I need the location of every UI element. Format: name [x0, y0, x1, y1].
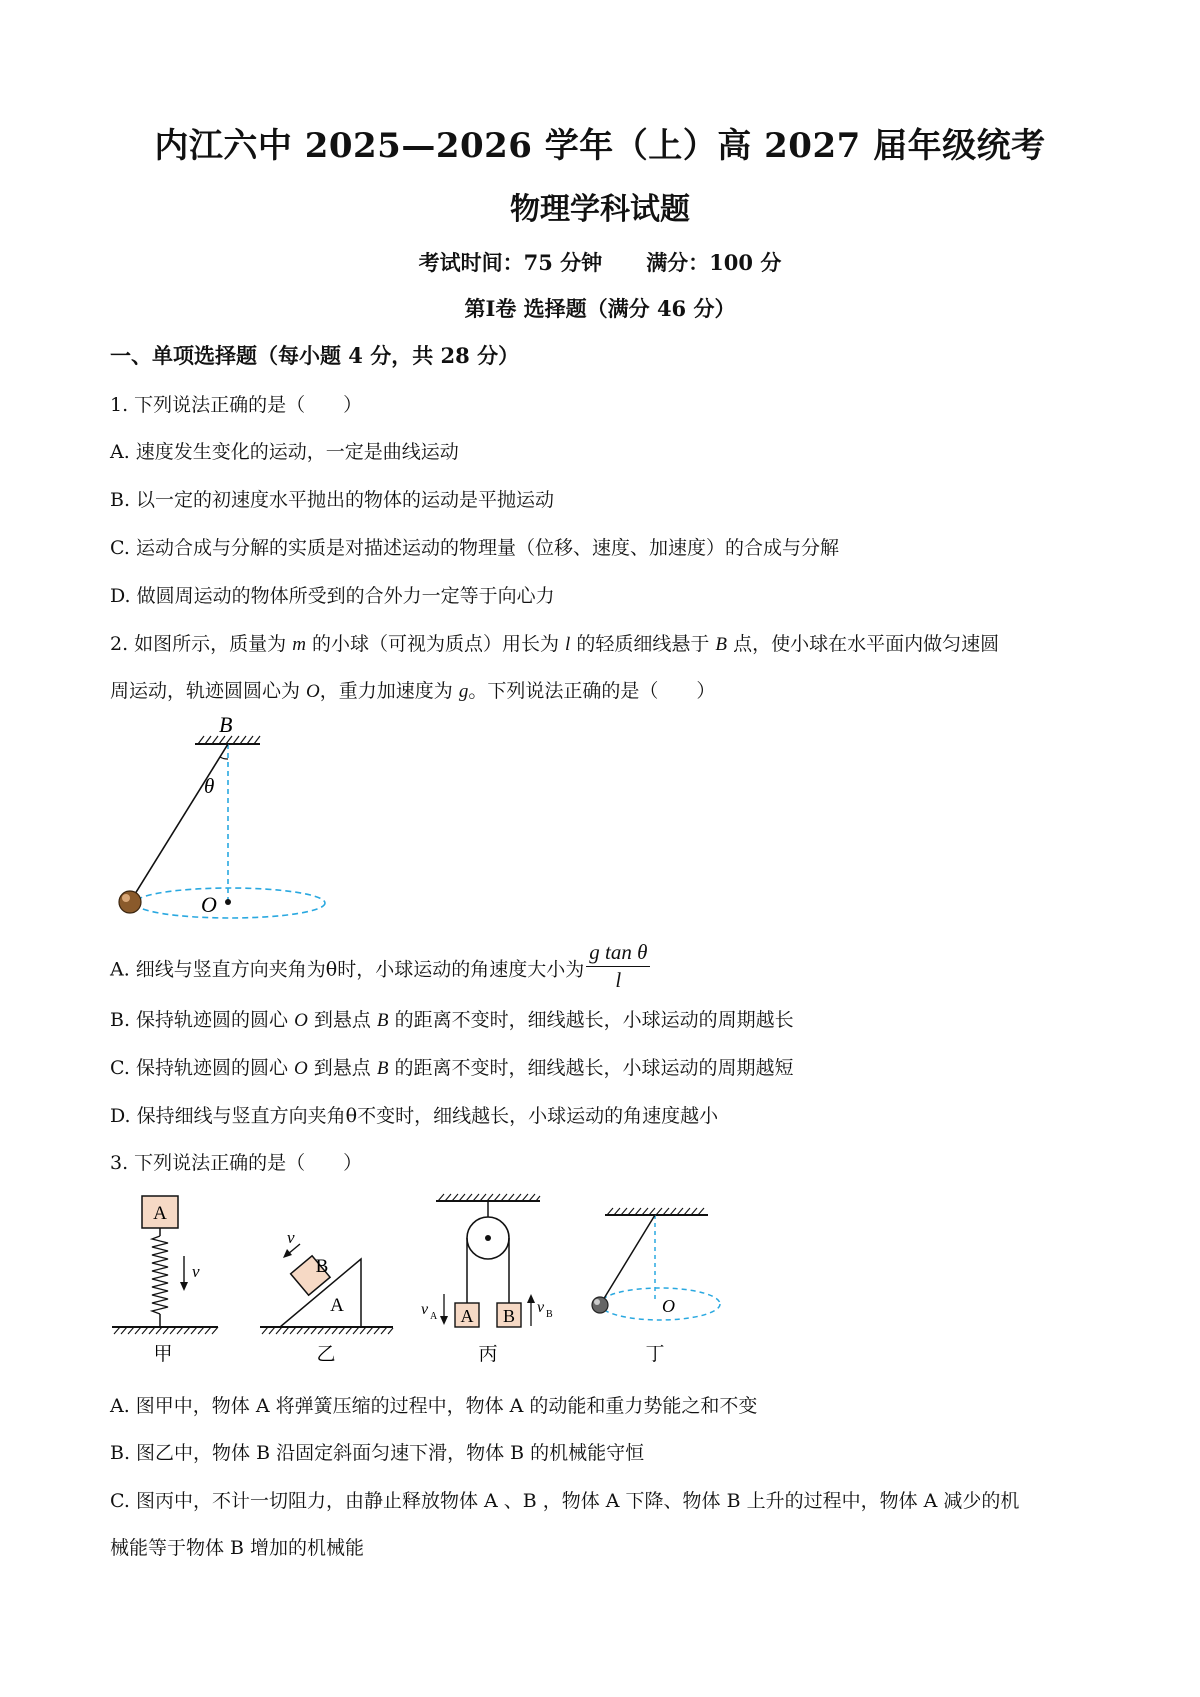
q2-stem-line2: 周运动，轨迹圆圆心为 O，重力加速度为 g。下列说法正确的是（ ）	[110, 680, 716, 702]
caption-ding: 丁	[645, 1343, 665, 1365]
svg-text:A: A	[430, 1311, 438, 1322]
svg-text:B: B	[546, 1309, 553, 1320]
q1-stem: 1. 下列说法正确的是（ ）	[110, 394, 363, 416]
svg-text:B: B	[502, 1306, 516, 1326]
label-b: B	[219, 712, 233, 737]
q2-option-a: A. 细线与竖直方向夹角为θ时，小球运动的角速度大小为 $\frac{\text{g tan θ}}{l}$	[110, 944, 650, 997]
svg-text:v: v	[192, 1262, 200, 1281]
caption-yi: 乙	[316, 1343, 336, 1365]
subject-title: 物理学科试题	[510, 192, 690, 227]
spring	[152, 1236, 168, 1314]
svg-text:O: O	[662, 1296, 675, 1316]
q3-stem: 3. 下列说法正确的是（ ）	[110, 1152, 363, 1174]
caption-bing: 丙	[478, 1343, 498, 1365]
svg-text:v: v	[287, 1228, 295, 1247]
q3-figure-jia	[108, 1188, 223, 1368]
svg-text:v: v	[421, 1301, 429, 1318]
section-heading: 一、单项选择题（每小题 4 分，共 28 分）	[110, 343, 520, 368]
svg-text:v: v	[537, 1299, 545, 1316]
label-theta: θ	[204, 774, 215, 798]
q3-option-c-cont: 械能等于物体 B 增加的机械能	[110, 1537, 365, 1559]
q2-stem-line1: 2. 如图所示，质量为 m 的小球（可视为质点）用长为 l 的轻质细线悬于 B 点，使小球在水平面内做匀速圆	[110, 633, 1000, 655]
svg-text:A: A	[153, 1203, 167, 1224]
exam-time: 考试时间：75 分钟	[418, 250, 603, 275]
exam-info	[0, 247, 1200, 277]
angular-velocity-fraction: $\frac{\text{g tan θ}}{l}$	[586, 940, 650, 993]
q2-option-d: D. 保持细线与竖直方向夹角θ不变时，细线越长，小球运动的角速度越小	[110, 1105, 719, 1127]
q2-option-b: B. 保持轨迹圆的圆心 O 到悬点 B 的距离不变时，细线越长，小球运动的周期越长	[110, 1009, 794, 1031]
q3-option-a: A. 图甲中，物体 A 将弹簧压缩的过程中，物体 A 的动能和重力势能之和不变	[110, 1395, 758, 1417]
svg-text:B: B	[315, 1256, 329, 1277]
pendulum-ball	[592, 1297, 608, 1313]
q3-option-c: C. 图丙中，不计一切阻力，由静止释放物体 A 、B ，物体 A 下降、物体 B 上升的过程中，物体 A 减少的机	[110, 1490, 1020, 1512]
label-o: O	[201, 892, 217, 917]
q1-option-c: C. 运动合成与分解的实质是对描述运动的物理量（位移、速度、加速度）的合成与分解	[110, 537, 839, 559]
q3-option-b: B. 图乙中，物体 B 沿固定斜面匀速下滑，物体 B 的机械能守恒	[110, 1442, 645, 1464]
q3-figure-bing	[410, 1188, 560, 1368]
exam-title: 内江六中 2025—2026 学年（上）高 2027 届年级统考	[154, 126, 1046, 166]
q3-figure-ding	[583, 1188, 723, 1368]
full-score: 满分：100 分	[646, 250, 782, 275]
svg-text:A: A	[460, 1306, 474, 1326]
svg-text:A: A	[330, 1295, 344, 1316]
caption-jia: 甲	[153, 1343, 173, 1365]
q2-conical-pendulum-figure	[105, 712, 345, 930]
pendulum-ball	[119, 891, 141, 913]
q3-figure-yi	[258, 1188, 398, 1368]
q1-option-b: B. 以一定的初速度水平抛出的物体的运动是平抛运动	[110, 489, 555, 511]
q1-option-a: A. 速度发生变化的运动，一定是曲线运动	[110, 441, 459, 463]
q2-option-c: C. 保持轨迹圆的圆心 O 到悬点 B 的距离不变时，细线越长，小球运动的周期越短	[110, 1057, 794, 1079]
q1-option-d: D. 做圆周运动的物体所受到的合外力一定等于向心力	[110, 585, 555, 607]
volume-heading: 第I卷 选择题（满分 46 分）	[464, 296, 736, 321]
